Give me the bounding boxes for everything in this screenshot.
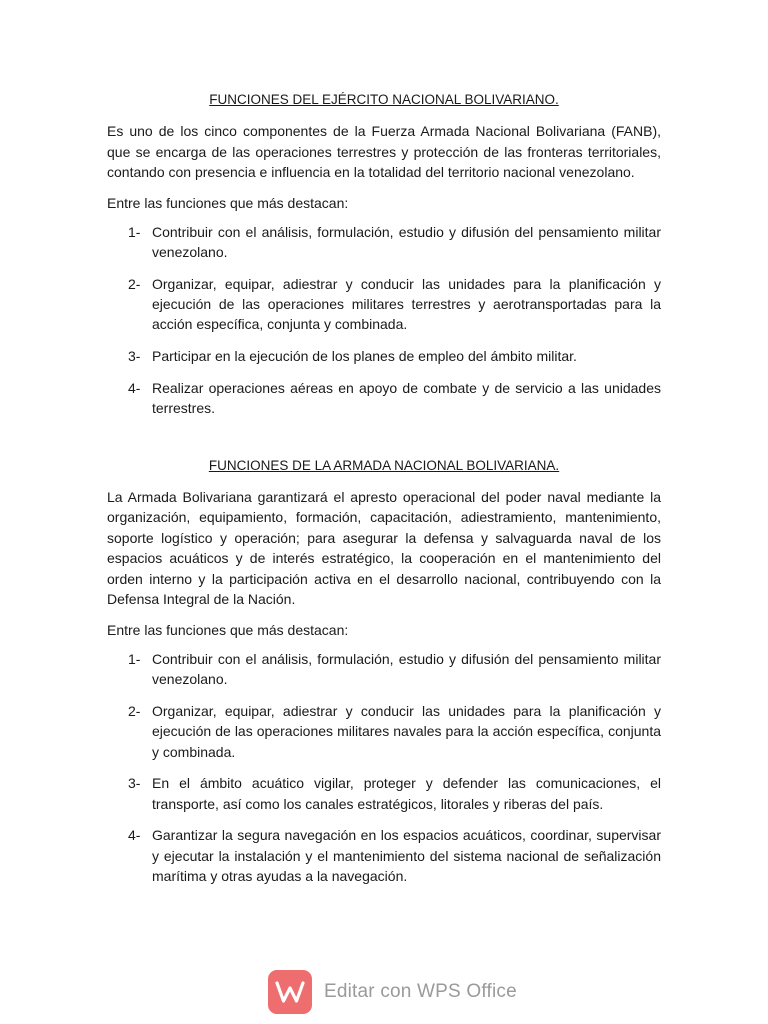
document-page (107, 90, 661, 898)
functions-list-armada (107, 649, 661, 886)
section-paragraph-ejercito: Es uno de los cinco componentes de la Fuerza Armada Nacional Bolivariana (FANB), que se encarga de las operaciones terrestres y protección de las fronteras territoriales, contando con presencia e influencia en la totalidad del territorio nacional venezolano. (107, 123, 661, 180)
functions-list-ejercito (107, 222, 661, 419)
list-item (107, 346, 661, 366)
list-item-number: 2- (128, 702, 141, 719)
section-spacer (107, 430, 661, 456)
list-item-number: 3- (128, 347, 141, 364)
list-item-number: 1- (128, 650, 141, 667)
list-item-text: Participar en la ejecución de los planes de empleo del ámbito militar. (152, 347, 577, 364)
list-item-text: Contribuir con el análisis, formulación, estudio y difusión del pensamiento militar venezolano. (152, 650, 661, 688)
section-paragraph-armada: La Armada Bolivariana garantizará el apresto operacional del poder naval mediante la organización, equipamiento, formación, capacitación, adiestramiento, mantenimiento, soporte logístico y operación; para asegurar la defensa y salvaguarda naval de los espacios acuáticos y de interés estratégico, la cooperación en el mantenimiento del orden interno y la participación activa en el desarrollo nacional, contribuyendo con la Defensa Integral de la Nación. (107, 488, 661, 608)
list-item (107, 222, 661, 263)
list-item-text: Organizar, equipar, adiestrar y conducir las unidades para la planificación y ejecución de las operaciones militares terrestres y aerotransportadas para la acción específica, conjunta y combinada. (152, 275, 661, 333)
list-item-number: 4- (128, 827, 141, 844)
list-item-text: Realizar operaciones aéreas en apoyo de combate y de servicio a las unidades terrestres. (152, 379, 661, 417)
section-heading-ejercito: FUNCIONES DEL EJÉRCITO NACIONAL BOLIVARIANO. (209, 92, 559, 107)
list-item-number: 2- (128, 275, 141, 292)
wps-edit-label[interactable]: Editar con WPS Office (324, 981, 517, 1002)
list-item-text: Organizar, equipar, adiestrar y conducir las unidades para la planificación y ejecución de las operaciones militares navales para la acción específica, conjunta y combinada. (152, 702, 661, 760)
list-item-number: 1- (128, 223, 141, 240)
list-item (107, 274, 661, 335)
list-item (107, 649, 661, 690)
list-item-text: Garantizar la segura navegación en los espacios acuáticos, coordinar, supervisar y ejecutar la instalación y el mantenimiento del sistema nacional de señalización marítima y otras ayudas a la navegación. (152, 827, 661, 885)
wps-edit-watermark[interactable] (268, 970, 517, 1014)
list-item-number: 4- (128, 379, 141, 396)
list-item (107, 378, 661, 419)
section-heading-armada: FUNCIONES DE LA ARMADA NACIONAL BOLIVARIANA. (208, 457, 560, 473)
list-intro-armada: Entre las funciones que más destacan: (107, 621, 349, 638)
list-item-text: Contribuir con el análisis, formulación, estudio y difusión del pensamiento militar venezolano. (152, 223, 661, 260)
list-item (107, 825, 661, 886)
list-item (107, 701, 661, 762)
wps-logo-icon[interactable] (268, 970, 312, 1014)
list-intro-ejercito: Entre las funciones que más destacan: (107, 194, 349, 211)
list-item (107, 773, 661, 814)
list-item-number: 3- (128, 775, 141, 792)
list-item-text: En el ámbito acuático vigilar, proteger y defender las comunicaciones, el transporte, así como los canales estratégicos, litorales y riberas del país. (152, 775, 661, 812)
